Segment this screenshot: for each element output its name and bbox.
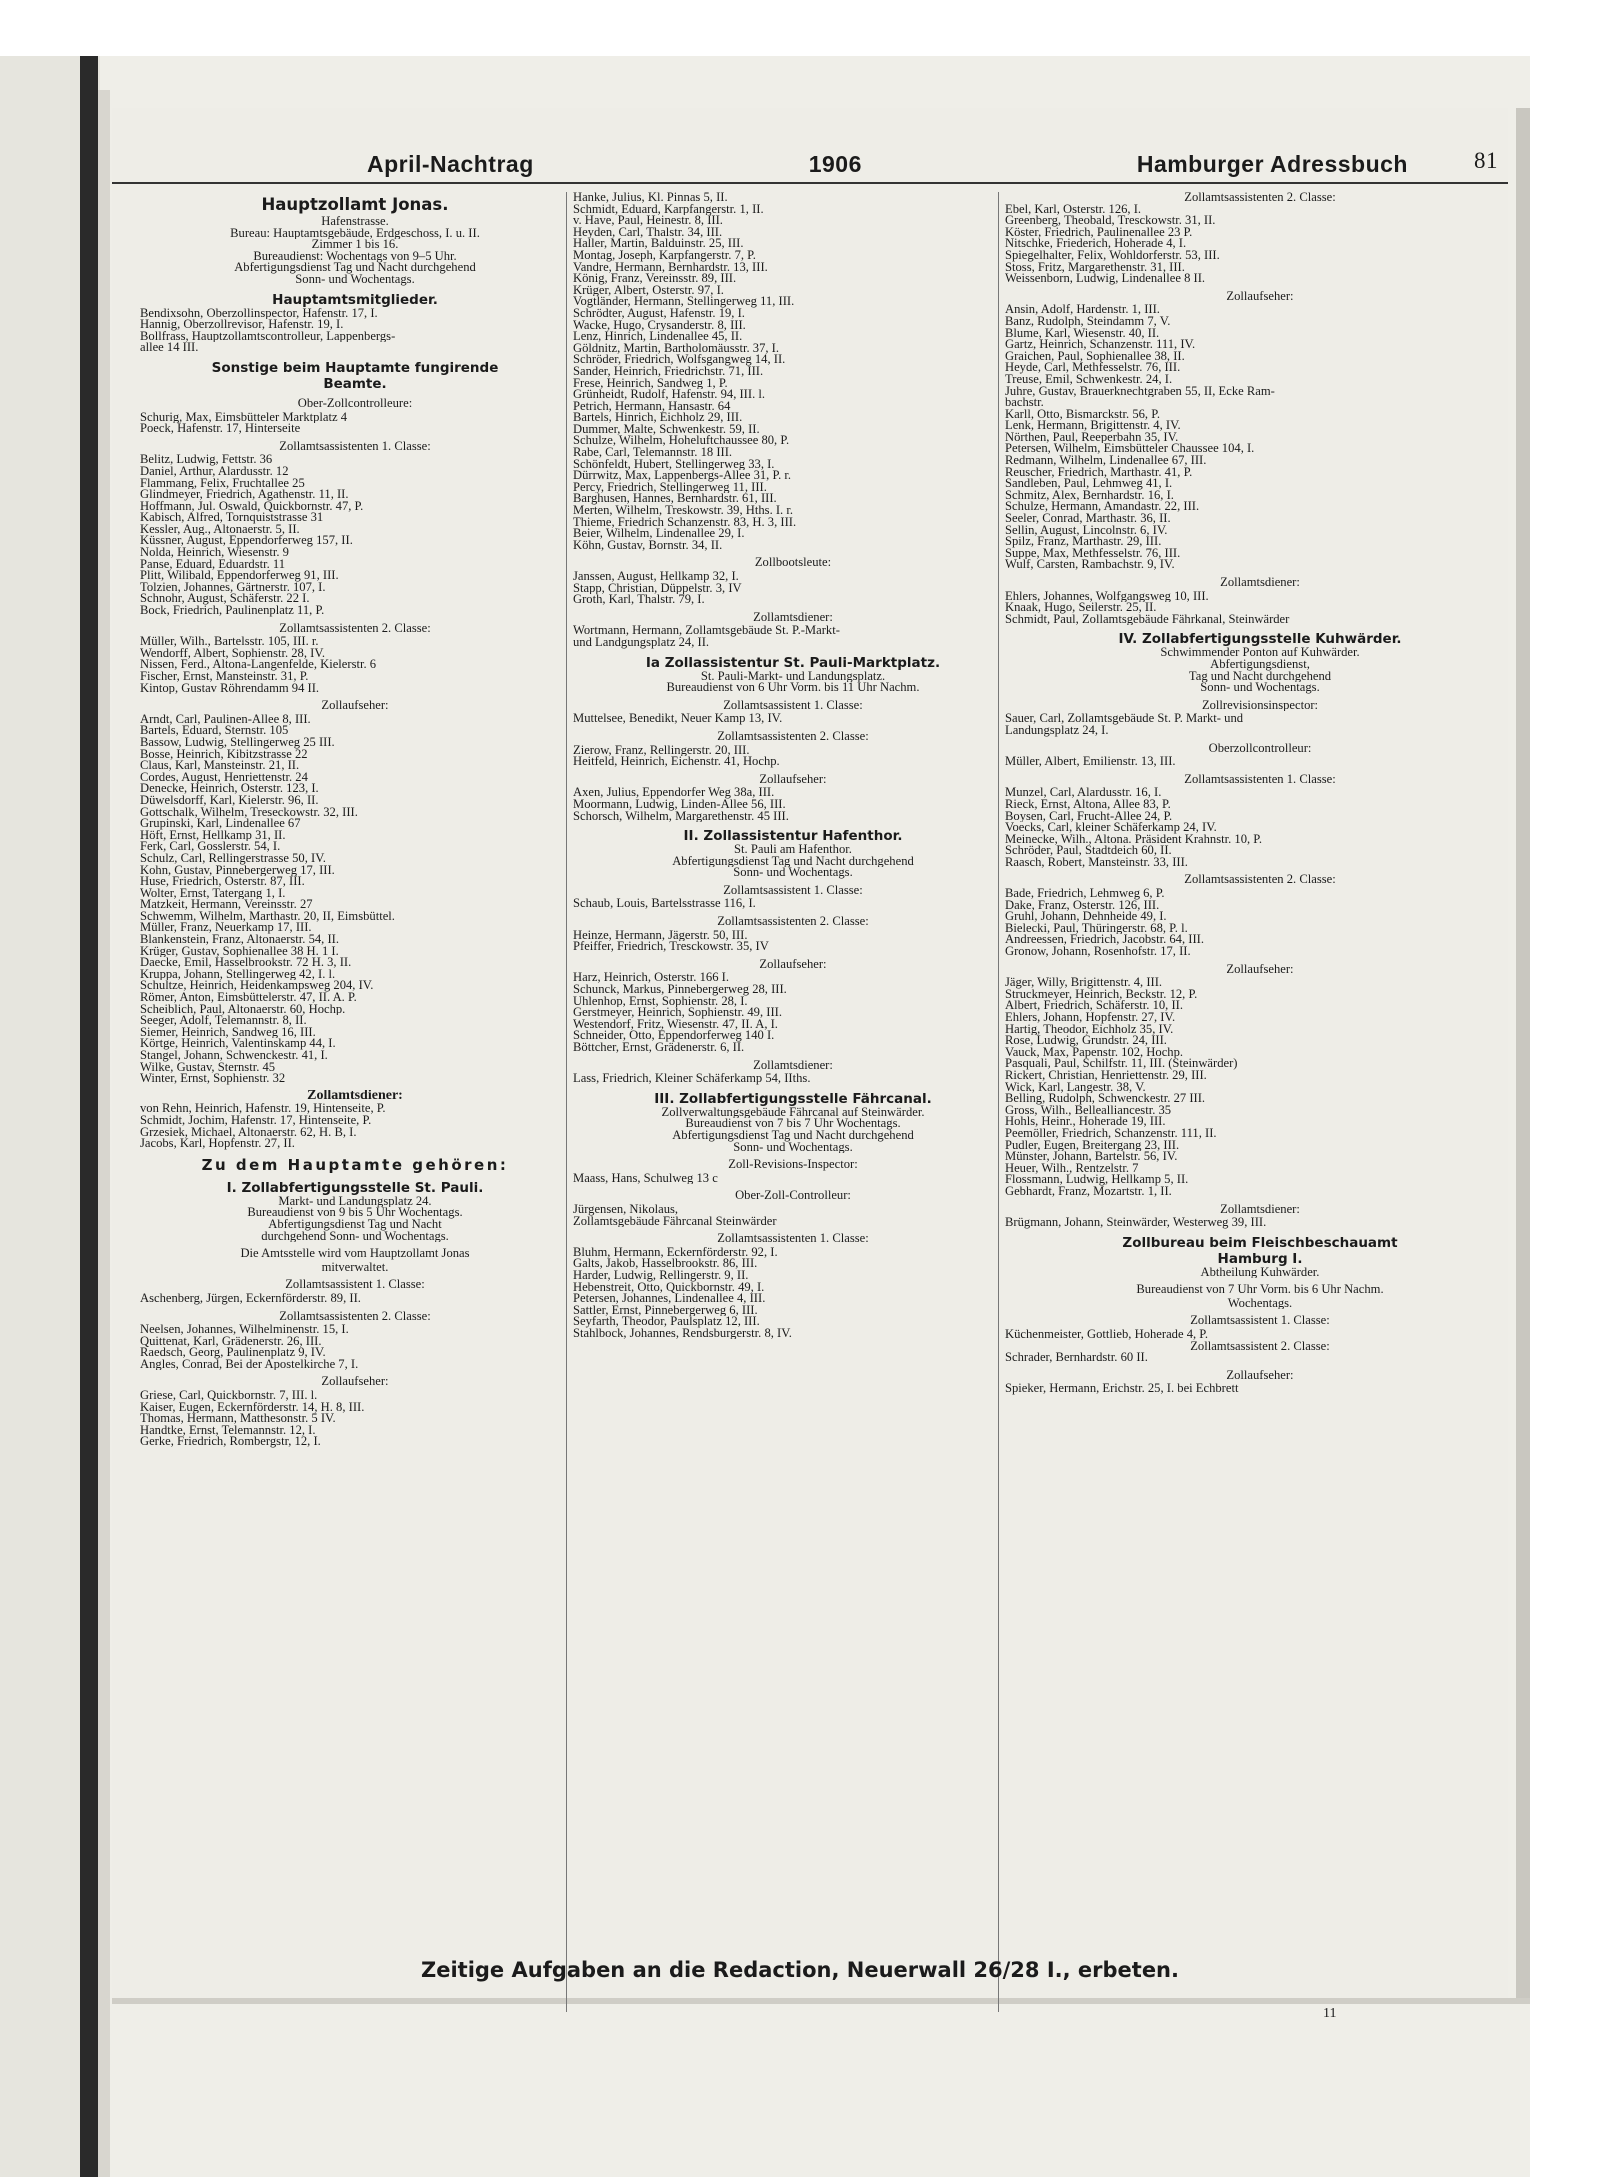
entry-line: Gerstmeyer, Heinrich, Sophienstr. 49, III. [573,1007,782,1019]
entry-line: Ehlers, Johannes, Wolfgangsweg 10, III. [1005,590,1209,603]
rank-heading: Bureaudienst von 7 Uhr Vorm. bis 6 Uhr Nachm. [1136,1284,1384,1296]
info-line: Bureaudienst von 6 Uhr Vorm. bis 11 Uhr Nachm. [666,682,920,694]
entry-line: Rabe, Carl, Telemannstr. 18 III. [573,447,733,459]
rank-heading: Ober-Zoll-Controlleur: [735,1190,851,1202]
rank-heading: Zollaufseher: [759,958,827,971]
entry-line: Raedsch, Georg, Paulinenplatz 9, IV. [140,1347,326,1359]
info-line: Bureaudienst von 7 bis 7 Uhr Wochentags. [685,1118,901,1130]
section-heading: Zu dem Hauptamte gehören: [201,1155,509,1174]
entry-line: Heyden, Carl, Thalstr. 34, III. [573,226,723,239]
rank-heading: Zollamtsdiener: [1220,577,1300,589]
entry-line: Maass, Hans, Schulweg 13 c [573,1172,718,1185]
entry-line: Rieck, Ernst, Altona, Allee 83, P. [1005,798,1171,811]
entry-line: Vandre, Hermann, Bernhardstr. 13, III. [573,261,768,274]
entry-line: Thieme, Friedrich Schanzenstr. 83, H. 3, III. [573,516,797,529]
column-middle [566,192,1013,2012]
entry-line: Köster, Friedrich, Paulinenallee 23 P. [1005,226,1193,239]
entry-line: Uhlenhop, Ernst, Sophienstr. 28, I. [573,995,748,1008]
entry-line: Schunck, Markus, Pinnebergerweg 28, III. [573,984,787,996]
header-left: April-Nachtrag [367,151,534,177]
entry-line: Siemer, Heinrich, Sandweg 16, III. [140,1026,316,1039]
entry-line: bachstr. [1005,397,1044,409]
entry-line: Hartig, Theodor, Eichholz 35, IV. [1005,1023,1174,1036]
entry-line: Krüger, Albert, Osterstr. 97, I. [573,284,724,297]
info-line: Abfertigungsdienst Tag und Nacht durchgehend [234,262,476,274]
entry-line: Belitz, Ludwig, Fettstr. 36 [140,454,273,466]
entry-line: Gartz, Heinrich, Schanzenstr. 111, IV. [1005,339,1196,351]
entry-line: Sander, Heinrich, Friedrichstr. 71, III. [573,365,764,378]
entry-line: Schwemm, Wilhelm, Marthastr. 20, II, Eimsbüttel. [140,910,395,923]
entry-line: Albert, Friedrich, Schäferstr. 10, II. [1005,1000,1184,1012]
entry-line: Daecke, Emil, Hasselbrookstr. 72 H. 3, II. [140,957,352,969]
info-line: Sonn- und Wochentags. [1200,682,1320,694]
entry-line: Flammang, Felix, Fruchtallee 25 [140,477,305,490]
entry-line: Gronow, Johann, Rosenhofstr. 17, II. [1005,946,1191,958]
entry-line: Barghusen, Hannes, Bernhardstr. 61, III. [573,493,777,506]
rank-heading: Zollamtsassistenten 2. Classe: [279,1310,431,1323]
entry-line: Hoffmann, Jul. Oswald, Quickbornstr. 47, P. [140,500,364,513]
entry-line: Nissen, Ferd., Altona-Langenfelde, Kielerstr. 6 [140,659,377,671]
entry-line: Merten, Wilhelm, Treskowstr. 39, Hths. I. r. [573,505,794,517]
entry-line: Fischer, Ernst, Mansteinstr. 31, P. [140,671,309,683]
entry-line: Bosse, Heinrich, Kibitzstrasse 22 [140,748,308,761]
entry-line: Haller, Martin, Balduinstr. 25, III. [573,238,744,250]
rank-heading: Zollrevisionsinspector: [1201,699,1319,712]
section-title: II. Zollassistentur Hafenthor. [683,828,903,845]
entry-line: Seyfarth, Theodor, Paulsplatz 12, III. [573,1316,760,1328]
entry-line: Wilke, Gustav, Sternstr. 45 [140,1061,276,1074]
entry-line: Böttcher, Ernst, Grädenerstr. 6, II. [573,1042,745,1054]
info-line: Bureau: Hauptamtsgebäude, Erdgeschoss, I. u. II. [230,227,480,240]
entry-line: Schulze, Wilhelm, Hoheluftchaussee 80, P. [573,435,790,448]
entry-line: Westendorf, Fritz, Wiesenstr. 47, II. A, I. [573,1018,778,1031]
info-line: Abfertigungsdienst Tag und Nacht [268,1218,442,1231]
entry-line: Kohn, Gustav, Pinnebergerweg 17, III. [140,864,335,877]
entry-line: Schultze, Heinrich, Heidenkampsweg 204, IV. [140,980,374,993]
entry-line: Sattler, Ernst, Pinnebergerweg 6, III. [573,1304,758,1317]
info-line: Abtheilung Kuhwärder. [1200,1266,1320,1279]
rank-heading: Zollamtsassistenten 2. Classe: [1184,192,1336,204]
entry-line: Nolda, Heinrich, Wiesenstr. 9 [140,547,289,559]
entry-line: Axen, Julius, Eppendorfer Weg 38a, III. [573,787,775,799]
page-number-bottom: 11 [1323,2006,1337,2021]
info-line: Wochentags. [1227,1297,1293,1310]
entry-line: Müller, Franz, Neuerkamp 17, III. [140,922,312,935]
entry-line: Cordes, August, Henriettenstr. 24 [140,771,308,784]
entry-line: Sandleben, Paul, Lehmweg 41, I. [1005,478,1173,490]
entry-line: Percy, Friedrich, Stellingerweg 11, III. [573,481,767,494]
entry-line: Stahlbock, Johannes, Rendsburgerstr. 8, IV. [573,1327,792,1340]
entry-line: Vogtländer, Hermann, Stellingerweg 11, III. [573,296,795,308]
entry-line: und Landgungsplatz 24, II. [573,636,710,649]
entry-line: Winter, Ernst, Sophienstr. 32 [140,1073,286,1085]
entry-line: Körtge, Heinrich, Valentinskamp 44, I. [140,1038,336,1050]
entry-line: Huse, Friedrich, Osterstr. 87, III. [140,876,305,888]
entry-line: Ferk, Carl, Gosslerstr. 54, I. [140,841,281,853]
info-line: Bureaudienst von 9 bis 5 Uhr Wochentags. [247,1207,463,1219]
rank-heading: Zollamtsassistenten 2. Classe: [717,730,869,743]
info-line: Markt- und Landungsplatz 24. [278,1195,432,1208]
section-title: Sonstige beim Hauptamte fungirende [211,359,499,376]
entry-line: Gottschalk, Wilhelm, Treseckowstr. 32, III. [140,806,358,819]
entry-line: Gross, Wilh., Bellealliancestr. 35 [1005,1104,1172,1117]
entry-line: König, Franz, Vereinsstr. 89, III. [573,273,737,285]
entry-line: Voecks, Carl, kleiner Schäferkamp 24, IV. [1005,822,1217,834]
entry-line: Küssner, August, Eppendorferweg 157, II. [140,535,353,548]
rank-heading: Zollamtsassistent 1. Classe: [723,884,863,897]
header-title: Hamburger Adressbuch [1136,151,1408,177]
entry-line: Petrich, Hermann, Hansastr. 64 [573,400,731,413]
entry-line: Quittenat, Karl, Grädenerstr. 26, III. [140,1335,322,1348]
header-page-number: 81 [1474,148,1498,173]
entry-line: Spieker, Hermann, Erichstr. 25, I. bei Echbrett [1005,1383,1239,1396]
entry-line: Flossmann, Ludwig, Hellkamp 5, II. [1005,1174,1189,1186]
rank-heading: Zollaufseher: [1226,290,1294,303]
entry-line: Tolzien, Johannes, Gärtnerstr. 107, I. [140,581,326,594]
entry-line: Müller, Albert, Emilienstr. 13, III. [1005,756,1176,768]
entry-line: Poeck, Hafenstr. 17, Hinterseite [140,423,301,435]
entry-line: Claus, Karl, Mansteinstr. 21, II. [140,760,300,772]
entry-line: Weissenborn, Ludwig, Lindenallee 8 II. [1005,273,1206,285]
info-line: Abfertigungsdienst Tag und Nacht durchgehend [672,855,914,868]
entry-line: Peemöller, Friedrich, Schanzenstr. 111, II. [1005,1127,1217,1140]
entry-line: Schaub, Louis, Bartelsstrasse 116, I. [573,898,756,911]
entry-line: Schmidt, Eduard, Karpfangerstr. 1, II. [573,203,764,216]
document-page [112,108,1508,1998]
info-line: Sonn- und Wochentags. [733,1141,853,1154]
rank-heading: Zollaufseher: [321,700,389,712]
entry-line: Kabisch, Alfred, Tornquiststrasse 31 [140,512,324,524]
entry-line: Harz, Heinrich, Osterstr. 166 I. [573,972,729,985]
section-title: Beamte. [323,375,387,392]
info-line: Abfertigungsdienst, [1210,658,1310,671]
info-line: Zollverwaltungsgebäude Fährcanal auf Steinwärder. [661,1106,925,1119]
entry-line: Jürgensen, Nikolaus, [573,1203,679,1216]
entry-line: Küchenmeister, Gottlieb, Hoherade 4, P. [1005,1329,1209,1341]
entry-line: Hohls, Heinr., Hoherade 19, III. [1005,1116,1166,1128]
entry-line: Petersen, Wilhelm, Eimsbütteler Chaussee 104, I. [1005,443,1255,456]
info-line: Tag und Nacht durchgehend [1188,670,1332,683]
rank-heading: Die Amtsstelle wird vom Hauptzollamt Jonas [240,1248,470,1260]
entry-line: Sellin, August, Lincolnstr. 6, IV. [1005,524,1168,537]
entry-line: Bock, Friedrich, Paulinenplatz 11, P. [140,605,325,617]
section-title: III. Zollabfertigungsstelle Fährcanal. [654,1090,932,1107]
entry-line: Janssen, August, Hellkamp 32, I. [573,571,739,583]
entry-line: Ansin, Adolf, Hardenstr. 1, III. [1005,304,1160,316]
entry-line: Bollfrass, Hauptzollamtscontrolleur, Lappenbergs- [140,330,396,343]
entry-line: Bassow, Ludwig, Stellingerweg 25 III. [140,736,335,749]
column-left [140,192,570,2012]
entry-line: von Rehn, Heinrich, Hafenstr. 19, Hintenseite, P. [140,1103,386,1115]
rank-heading: Zollamtsdiener: [1220,1203,1300,1216]
entry-line: Thomas, Hermann, Matthesonstr. 5 IV. [140,1413,336,1425]
entry-line: Rickert, Christian, Henriettenstr. 29, III. [1005,1069,1207,1082]
entry-line: Schorsch, Wilhelm, Margarethenstr. 45 III. [573,810,789,823]
rank-heading: Zollamtsassistenten 2. Classe: [1184,874,1336,887]
entry-line: Graichen, Paul, Sophienallee 38, II. [1005,350,1185,363]
entry-line: Groth, Karl, Thalstr. 79, I. [573,594,705,606]
header-year: 1906 [808,151,862,177]
entry-line: Seeger, Adolf, Telemannstr. 8, II. [140,1015,307,1027]
entry-line: Glindmeyer, Friedrich, Agathenstr. 11, II. [140,489,349,501]
entry-line: Jacobs, Karl, Hopfenstr. 27, II. [140,1138,295,1150]
entry-line: Wendorff, Albert, Sophienstr. 28, IV. [140,647,325,660]
entry-line: Kessler, Aug., Altonaerstr. 5, II. [140,523,300,536]
rank-heading: Zollaufseher: [759,773,827,786]
rank-heading: Zollamtsdiener: [753,1059,833,1072]
entry-line: Grupinski, Karl, Lindenallee 67 [140,818,301,830]
rank-heading: Zollamtsdiener: [307,1089,403,1102]
entry-line: Kruppa, Johann, Stellingerweg 42, I. l. [140,968,336,981]
entry-line: Brügmann, Johann, Steinwärder, Westerweg 39, III. [1005,1217,1267,1229]
entry-line: Greenberg, Theobald, Tresckowstr. 31, II. [1005,215,1216,227]
section-title: Zollbureau beim Fleischbeschauamt [1122,1234,1398,1251]
entry-line: Bade, Friedrich, Lehmweg 6, P. [1005,888,1165,900]
entry-line: Struckmeyer, Heinrich, Beckstr. 12, P. [1005,988,1198,1001]
entry-line: Wolter, Ernst, Tatergang 1, I. [140,887,286,900]
entry-line: Lenz, Hinrich, Lindenallee 45, II. [573,331,743,343]
entry-line: Suppe, Max, Methfesselstr. 76, III. [1005,547,1181,560]
entry-line: Lenk, Hermann, Brigittenstr. 4, IV. [1005,420,1181,432]
office-title: Hauptzollamt Jonas. [261,195,449,214]
entry-line: Angles, Conrad, Bei der Apostelkirche 7, I. [140,1358,359,1371]
entry-line: Stapp, Christian, Düppelstr. 3, IV [573,582,742,595]
entry-line: Schnohr, August, Schäferstr. 22 I. [140,593,310,606]
entry-line: Schulze, Hermann, Amandastr. 22, III. [1005,501,1200,514]
entry-line: Gerke, Friedrich, Rombergstr, 12, I. [140,1436,321,1449]
entry-line: Schneider, Otto, Eppendorferweg 140 I. [573,1030,775,1042]
entry-line: Banz, Rudolph, Steindamm 7, V. [1005,315,1171,328]
entry-line: Wacke, Hugo, Crysanderstr. 8, III. [573,319,746,332]
entry-line: Heinze, Hermann, Jägerstr. 50, III. [573,929,748,942]
rank-heading: Zollamtsassistenten 2. Classe: [717,916,869,928]
entry-line: Bartels, Hinrich, Eichholz 29, III. [573,412,743,424]
entry-line: Spilz, Franz, Marthastr. 29, III. [1005,536,1162,548]
entry-line: Karll, Otto, Bismarckstr. 56, P. [1005,408,1160,421]
entry-line: Bendixsohn, Oberzollinspector, Hafenstr. 17, I. [140,307,378,320]
entry-line: Meinecke, Wilh., Altona. Präsident Krahnstr. 10, P. [1005,833,1263,846]
entry-line: Krüger, Gustav, Sophienallee 38 H. 1 I. [140,945,339,958]
entry-line: Hannig, Oberzollrevisor, Hafenstr. 19, I. [140,319,344,331]
entry-line: Schurig, Max, Eimsbütteler Marktplatz 4 [140,411,348,424]
entry-line: Heuer, Wilh., Rentzelstr. 7 [1005,1162,1139,1175]
entry-line: Zierow, Franz, Rellingerstr. 20, III. [573,744,750,757]
entry-line: Schmitz, Alex, Bernhardstr. 16, I. [1005,489,1174,502]
entry-line: Gebhardt, Franz, Mozartstr. 1, II. [1005,1185,1172,1198]
entry-line: Heitfeld, Heinrich, Eichenstr. 41, Hochp. [573,756,780,768]
column-right [998,192,1515,2012]
info-line: Schwimmender Ponton auf Kuhwärder. [1160,647,1360,659]
entry-line: Blankenstein, Franz, Altonaerstr. 54, II. [140,934,340,946]
info-line: Bureaudienst: Wochentags von 9–5 Uhr. [253,250,457,263]
entry-line: Grünheidt, Rudolf, Hafenstr. 94, III. l. [573,389,766,401]
entry-line: Zollamtsgebäude Fährcanal Steinwärder [573,1215,777,1228]
rank-heading: Zollamtsassistenten 2. Classe: [279,622,431,635]
entry-line: Scheiblich, Paul, Altonaerstr. 60, Hochp. [140,1003,346,1016]
entry-line: Schmidt, Paul, Zollamtsgebäude Fährkanal, Steinwärder [1005,613,1290,626]
entry-line: Panse, Eduard, Eduardstr. 11 [140,558,286,571]
entry-line: Vauck, Max, Papenstr. 102, Hochp. [1005,1046,1184,1059]
entry-line: Belling, Rudolph, Schwenckestr. 27 III. [1005,1093,1206,1105]
rank-heading: Zollaufseher: [1226,963,1294,976]
entry-line: Matzkeit, Hermann, Vereinsstr. 27 [140,899,313,911]
info-line: Abfertigungsdienst Tag und Nacht durchgehend [672,1129,914,1142]
entry-line: Wick, Karl, Langestr. 38, V. [1005,1081,1146,1094]
entry-line: Düwelsdorff, Karl, Kielerstr. 96, II. [140,794,319,807]
entry-line: Blume, Karl, Wiesenstr. 40, II. [1005,327,1160,340]
section-title: Hauptamtsmitglieder. [272,291,438,308]
entry-line: Griese, Carl, Quickbornstr. 7, III. l. [140,1390,318,1402]
entry-line: Hanke, Julius, Kl. Pinnas 5, II. [573,192,728,204]
rank-heading: Zollaufseher: [1226,1369,1294,1382]
entry-line: Schulz, Carl, Rellingerstrasse 50, IV. [140,852,326,865]
entry-line: Schmidt, Jochim, Hafenstr. 17, Hintenseite, P. [140,1114,372,1127]
entry-line: Neelsen, Johannes, Wilhelminenstr. 15, I. [140,1324,349,1336]
info-line: Sonn- und Wochentags. [733,867,853,879]
section-title: IV. Zollabfertigungsstelle Kuhwärder. [1118,631,1402,648]
entry-line: Römer, Anton, Eimsbüttelerstr. 47, II. A. P. [140,992,357,1004]
rank-heading: Zollaufseher: [321,1376,389,1389]
info-line: mitverwaltet. [321,1261,389,1274]
entry-line: Schröder, Paul, Stadtdeich 60, II. [1005,845,1172,857]
entry-line: Juhre, Gustav, Brauerknechtgraben 55, II, Ecke Ram- [1005,385,1275,398]
entry-line: Wulf, Carsten, Rambachstr. 9, IV. [1005,559,1175,571]
entry-line: Ebel, Karl, Osterstr. 126, I. [1005,203,1142,216]
entry-line: Stangel, Johann, Schwenckestr. 41, I. [140,1050,328,1062]
entry-line: Treuse, Emil, Schwenkestr. 24, I. [1005,373,1173,386]
entry-line: Dake, Franz, Osterstr. 126, III. [1005,899,1160,912]
entry-line: Schrader, Bernhardstr. 60 II. [1005,1352,1148,1364]
entry-line: Petersen, Johannes, Lindenallee 4, III. [573,1293,766,1305]
entry-line: Landungsplatz 24, I. [1005,724,1109,737]
entry-line: Grzesiek, Michael, Altonaerstr. 62, H. B, I. [140,1126,357,1139]
entry-line: Schrödter, August, Hafenstr. 19, I. [573,307,745,320]
entry-line: Gruhl, Johann, Dehnheide 49, I. [1005,911,1167,923]
rank-heading: Zoll-Revisions-Inspector: [728,1159,858,1171]
entry-line: Galts, Jakob, Hasselbrookstr. 86, III. [573,1258,758,1270]
entry-line: Hebenstreit, Otto, Quickbornstr. 49, I. [573,1281,765,1294]
entry-line: v. Have, Paul, Heinestr. 8, III. [573,215,723,227]
entry-line: Spiegelhalter, Felix, Wohldorferstr. 53, III. [1005,249,1220,262]
entry-line: Aschenberg, Jürgen, Eckernförderstr. 89, II. [140,1292,361,1305]
entry-line: Seeler, Conrad, Marthastr. 36, II. [1005,513,1171,525]
section-title: I. Zollabfertigungsstelle St. Pauli. [226,1179,484,1196]
entry-line: Köhn, Gustav, Bornstr. 34, II. [573,539,723,552]
info-line: Zimmer 1 bis 16. [311,239,399,251]
entry-line: Müller, Wilh., Bartelsstr. 105, III. r. [140,636,319,648]
rank-heading: Zollamtsassistent 1. Classe: [1190,1315,1330,1328]
entry-line: Raasch, Robert, Mansteinstr. 33, III. [1005,856,1188,869]
entry-line: Knaak, Hugo, Seilerstr. 25, II. [1005,602,1157,614]
entry-line: Denecke, Heinrich, Osterstr. 123, I. [140,783,319,795]
footer-notice: Zeitige Aufgaben an die Redaction, Neuerwall 26/28 I., erbeten. [421,1958,1179,1982]
entry-line: Arndt, Carl, Paulinen-Allee 8, III. [140,713,311,726]
info-line: St. Pauli-Markt- und Landungsplatz. [700,670,886,683]
section-title: Ia Zollassistentur St. Pauli-Marktplatz. [645,654,941,671]
rank-heading: Zollamtsassistenten 1. Classe: [279,440,431,453]
rank-heading: Zollamtsassistenten 1. Classe: [717,1233,869,1245]
entry-line: Reuscher, Friedrich, Marthastr. 41, P. [1005,466,1193,479]
entry-line: Plitt, Wilibald, Eppendorferweg 91, III. [140,570,339,582]
entry-line: Ehlers, Johann, Hopfenstr. 27, IV. [1005,1012,1176,1024]
entry-line: Rose, Ludwig, Grundstr. 24, III. [1005,1035,1167,1047]
entry-line: Kaiser, Eugen, Eckernförderstr. 14, H. 8, III. [140,1401,365,1414]
entry-line: Pfeiffer, Friedrich, Tresckowstr. 35, IV [573,941,769,953]
entry-line: Schönfeldt, Hubert, Stellingerweg 33, I. [573,458,775,471]
entry-line: Dürrwitz, Max, Lappenbergs-Allee 31, P. r. [573,470,792,482]
rank-heading: Zollamtsassistent 1. Classe: [723,699,863,712]
entry-line: Sauer, Carl, Zollamtsgebäude St. P. Markt- und [1005,713,1244,725]
section-title: Hamburg I. [1217,1250,1303,1267]
entry-line: Höft, Ernst, Hellkamp 31, II. [140,829,286,842]
entry-line: Bartels, Eduard, Sternstr. 105 [140,725,289,737]
entry-line: Göldnitz, Martin, Bartholomäusstr. 37, I. [573,342,780,355]
entry-line: Redmann, Wilhelm, Lindenallee 67, III. [1005,455,1207,467]
entry-line: Muttelsee, Benedikt, Neuer Kamp 13, IV. [573,713,783,725]
entry-line: Stoss, Fritz, Margarethenstr. 31, III. [1005,261,1185,274]
entry-line: Heyde, Carl, Methfesselstr. 76, III. [1005,362,1181,374]
entry-line: Frese, Heinrich, Sandweg 1, P. [573,377,728,390]
rank-heading: Zollbootsleute: [754,557,832,569]
info-line: Hafenstrasse. [321,216,389,228]
entry-line: Bielecki, Paul, Thüringerstr. 68, P. l. [1005,922,1188,935]
entry-line: Kintop, Gustav Röhrendamm 94 II. [140,682,320,695]
entry-line: Moormann, Ludwig, Linden-Allee 56, III. [573,798,786,811]
rank-heading: Zollamtsassistenten 1. Classe: [1184,773,1336,786]
entry-line: Wortmann, Hermann, Zollamtsgebäude St. P.-Markt- [573,625,840,637]
entry-line: Dummer, Malte, Schwenkestr. 59, II. [573,423,760,436]
entry-line: Boysen, Carl, Frucht-Allee 24, P. [1005,810,1173,823]
entry-line: Handtke, Ernst, Telemannstr. 12, I. [140,1424,316,1437]
rank-heading: Zollamtsassistent 1. Classe: [285,1279,425,1291]
entry-line: Beier, Wilhelm, Lindenallee 29, I. [573,528,745,540]
page-header [112,142,1508,184]
entry-line: Andreessen, Friedrich, Jacobstr. 64, III. [1005,934,1204,947]
entry-line: Daniel, Arthur, Alardusstr. 12 [140,465,289,478]
entry-line: Montag, Joseph, Karpfangerstr. 7, P. [573,249,756,262]
entry-line: Lass, Friedrich, Kleiner Schäferkamp 54, IIths. [573,1073,811,1085]
entry-line: Jäger, Willy, Brigittenstr. 4, III. [1005,977,1163,989]
rank-heading: Ober-Zollcontrolleure: [297,397,413,410]
entry-line: Pasquali, Paul, Schilfstr. 11, III. (Steinwärder) [1005,1058,1238,1070]
info-line: durchgehend Sonn- und Wochentags. [261,1230,449,1243]
entry-line: allee 14 III. [140,342,199,354]
entry-line: Schröder, Friedrich, Wolfsgangweg 14, II. [573,354,786,366]
entry-line: Munzel, Carl, Alardusstr. 16, I. [1005,787,1162,799]
entry-line: Bluhm, Hermann, Eckernförderstr. 92, I. [573,1246,778,1259]
info-line: Sonn- und Wochentags. [295,273,415,286]
info-line: St. Pauli am Hafenthor. [734,844,852,856]
entry-line: Pudler, Eugen, Breitergang 23, III. [1005,1139,1180,1152]
entry-line: Münster, Johann, Bartelstr. 56, IV. [1005,1151,1178,1163]
info-line: Zollamtsassistent 2. Classe: [1190,1340,1330,1353]
entry-line: Harder, Ludwig, Rellingerstr. 9, II. [573,1269,749,1282]
rank-heading: Oberzollcontrolleur: [1208,742,1312,755]
entry-line: Nitschke, Friederich, Hoherade 4, I. [1005,238,1187,250]
rank-heading: Zollamtsdiener: [753,611,833,624]
entry-line: Nörthen, Paul, Reeperbahn 35, IV. [1005,431,1179,444]
